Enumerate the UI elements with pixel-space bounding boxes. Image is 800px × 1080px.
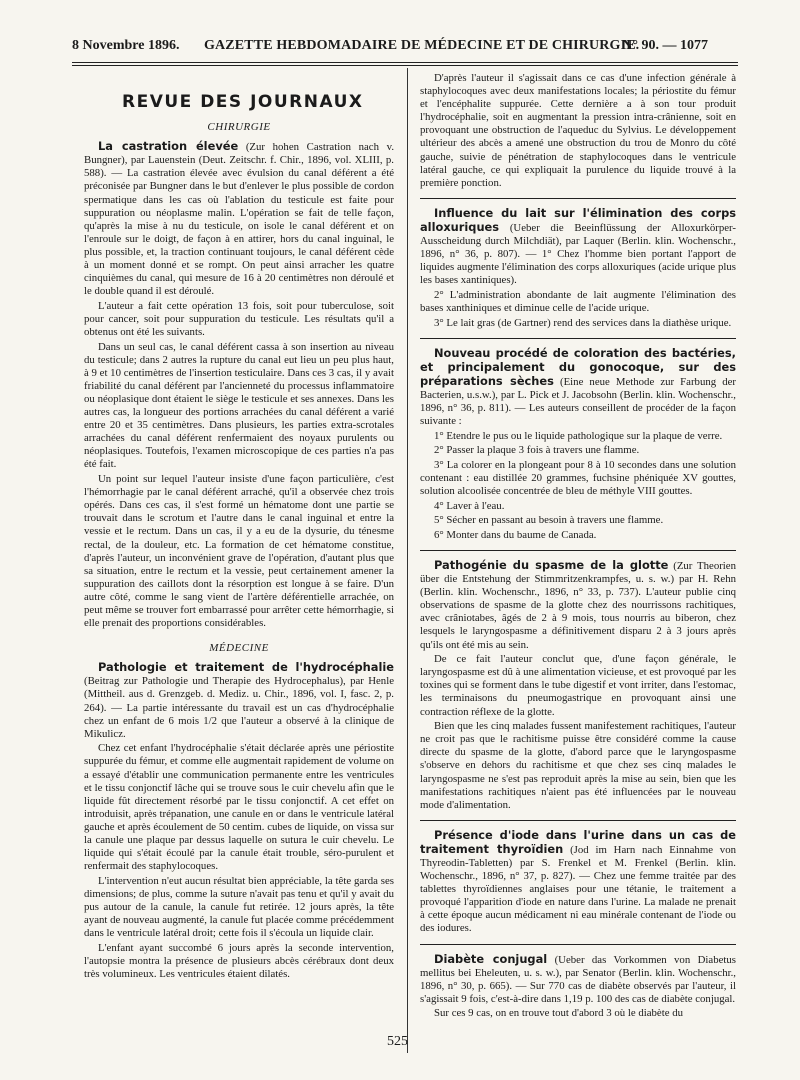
article-glotte — [420, 559, 736, 652]
paragraph: L'enfant ayant succombé 6 jours après la seconde intervention, l'autopsie montra la présence de plusieurs abcès cérébraux dont deux très volumineux. Les ventricules étaient dilatés. — [84, 941, 394, 980]
header-rule-bottom — [72, 65, 738, 66]
procedure-step: 2° Passer la plaque 3 fois à travers une flamme. — [434, 444, 640, 457]
paragraph: De ce fait l'auteur conclut que, d'une façon générale, le laryngospasme est dû à une alimentation vicieuse, et est provoqué par les toxines qui se forment dans le tube digestif et vont irriter, dans l'estomac, les terminaisons du pneumogastrique en provoquant ainsi une contraction réflexe de la glotte. — [420, 653, 737, 718]
article-castration — [84, 140, 394, 298]
article-title: Pathogénie du spasme de la glotte — [434, 558, 669, 572]
article-diabete — [420, 953, 736, 1006]
column-divider — [407, 68, 408, 1053]
article-title: Influence du lait sur l'élimination des corps alloxuriques — [420, 205, 736, 234]
article-text: (Zur hohen Castration nach v. Bungner), par Lauenstein (Deut. Zeitschr. f. Chir., 1896, vol. XLIII, p. 588). — La castration élevée avec évulsion du canal déférent a été préconisée par Bungner dans le but d'enlever le plus possible de cordon spermatique dans les cas où l'ablation du testicule est faite pour suppuration ou néoplasme malin. L'opération se fait de telle façon, qu'après la mise à nu du testicule, on isole le canal déférent et on l'enroule sur le doigt, de façon à en attirer, hors du canal inguinal, le plus possible, et, la traction continuant toujours, le canal déférent cède à un moment donné et se rompt. On peut ainsi arracher les quatre cinquièmes du canal, qui mesure de 16 à 20 centimètres non déroulé et le double quand il est déroulé. — [84, 141, 395, 298]
procedure-step: 1° Etendre le pus ou le liquide pathologique sur la plaque de verre. — [434, 429, 723, 442]
paragraph: 3° Le lait gras (de Gartner) rend des services dans la diathèse urique. — [434, 316, 732, 329]
article-text: (Eine neue Methode zur Farbung der Bacterien, u.s.w.), par L. Pick et J. Jacobsohn (Berlin. klin. Wochenschr., 1896, n° 36, p. 811). — Les auteurs conseillent de procéder de la façon suivante : — [420, 375, 736, 428]
paragraph: Bien que les cinq malades fussent manifestement rachitiques, l'auteur ne croit pas que le rachitisme puisse être considéré comme la cause directe du spasme de la glotte, d'abord parce que le laryngospasme s'observe en dehors du rachitisme et que chez ses cinq malades le laryngospasme ne s'est pas reproduit après la mise au sein, bien que les manifestations rachitiques n'aient pas été influencées par le nouveau mode d'alimentation. — [420, 720, 736, 811]
article-text: (Jod im Harn nach Einnahme von Thyreodin-Tabletten) par S. Frenkel et M. Frenkel (Berlin. klin. Wochenschr., 1896, n° 37, p. 827). — Chez une femme traitée par des tablettes thyroïdiennes anglaises pour une tétanie, le traitement a provoqué l'apparition d'iode en nature dans l'urine. La malade ne prenait à cette époque aucun médicament ni eau minérale contenant de l'iode ou des iodures. — [420, 843, 737, 935]
header-date: 8 Novembre 1896. — [72, 38, 180, 53]
paragraph: Sur ces 9 cas, on en trouve tout d'abord 3 où le diabète du — [434, 1007, 684, 1020]
article-text: (Ueber die Beeinflüssung der Alloxurkörper-Ausscheidung durch Milchdiät), par Laquer (Berlin. klin. Wochenschr., 1896, n° 36, p. 807). — 1° Chez l'homme bien portant l'apport de liquides augmente l'élimination des corps alloxuriques (acide urique plus les bases xantiniques). — [420, 221, 736, 287]
paragraph-continued: D'après l'auteur il s'agissait dans ce cas d'une infection générale à staphylocoques avec deux manifestations locales; la périostite du fémur et l'encéphalite suppurée. Cette dernière a à son tour produit l'hydrocéphalie, soit en augmentant la pression intra-crânienne, soit en provoquant une obstruction de l'aqueduc du Sylvius. Le développement ultérieur des abcès a amené une obstruction du trou de Monro du côté gauche, suivie de pénétration de staphylocoques dans le ventricule latéral gauche, ce qui expliquait la purulence du liquide trouvé à la première ponction. — [420, 72, 736, 189]
article-hydrocephalie — [84, 661, 394, 741]
paragraph: L'auteur a fait cette opération 13 fois, soit pour tuberculose, soit pour cancer, soit pour suppuration du testicule. Les résultats qu'il a obtenus ont été les suivants. — [84, 299, 394, 338]
section-title: REVUE DES JOURNAUX — [122, 92, 364, 112]
article-text: (Ueber das Vorkommen von Diabetus mellitus bei Eheleuten, u. s. w.), par Senator (Berlin. klin. Wochenschr., 1896, n° 30, p. 665). — Sur 770 cas de diabète observés par l'auteur, il s'agissait 9 fois, c'est-à-dire dans 1,19 p. 100 des cas de diabète conjugal. — [420, 953, 736, 1005]
article-separator — [420, 198, 736, 199]
article-iode — [420, 829, 736, 936]
right-column — [420, 72, 736, 1022]
paragraph: Un point sur lequel l'auteur insiste d'une façon particulière, c'est l'hémorrhagie par le canal déférent arraché, qu'il a observée chez trois opérés. Dans ces cas, il s'est formé un hématome dont une partie se trouvait dans le scrotum et l'autre dans le canal inguinal et entre la vessie et le rectum. Dans un cas, il y a eu de la dysurie, du ténesme rectal, de la douleur, etc. La formation de cet hématome constitue, d'après l'auteur, un inconvénient grave de l'opération, d'autant plus que sa situation, entre le rectum et la vessie, peut certainement amener la suppuration des caillots dont la résorption est longue à se faire. D'un autre côté, comme le sang vient de l'artère déférentielle arrachée, on peut même se trouver fort embarrassé pour arrêter cette hémorrhagie, si elle prenait des proportions considérables. — [84, 473, 394, 630]
procedure-step: 4° Laver à l'eau. — [434, 499, 505, 512]
paragraph: Chez cet enfant l'hydrocéphalie s'était déclarée après une périostite suppurée du fémur, et comme elle augmentait rapidement de volume on a essayé d'établir une communication permanente entre les ventricules et le tissu conjonctif lâche qui se trouve sous le cuir chevelu afin que le liquide fût directement résorbé par le tissu conjonctif. A cet effet on introduisit, après trépanation, une canule en or dans le ventricule latéral gauche et après écoulement de 50 centim. cubes de liquide, on vissa sur la canule une plaque par dessus laquelle on sutura le cuir chevelu. Le liquide qui s'était écoulé par la canule était trouble, séro-purulent et renfermait des staphylocoques. — [84, 742, 394, 873]
header-journal-title: GAZETTE HEBDOMADAIRE DE MÉDECINE ET DE CHIRURGIE. — [204, 38, 640, 53]
article-text: (Beitrag zur Pathologie und Therapie des Hydrocephalus), par Henle (Mittheil. aus d. Grenzgeb. d. Mediz. u. Chir., 1896, vol. I, fasc. 2, p. 264). — La partie intéressante du travail est un cas d'hydrocéphalie chez un enfant de 6 mois 1/2 que l'auteur a observé à la clinique de Mikulicz. — [84, 675, 394, 740]
article-title: Pathologie et traitement de l'hydrocéphalie — [98, 660, 394, 675]
header-issue-number: N° 90. — 1077 — [622, 38, 708, 53]
header-rule-top — [72, 62, 738, 63]
procedure-step: 5° Sécher en passant au besoin à travers une flamme. — [434, 514, 664, 527]
article-separator — [420, 944, 736, 945]
article-separator — [420, 338, 736, 339]
paragraph: L'intervention n'eut aucun résultat bien appréciable, la tête garda ses dimensions; de plus, comme la suture n'avait pas tenu et qu'il y avait du pus autour de la canule, la canule fut retirée. 12 jours après, la tête ayant de nouveau augmenté, la canule fut placée comme précédemment dans le ventricule latéral droit; cette fois il s'écoula un liquide clair. — [84, 874, 394, 940]
article-separator — [420, 820, 736, 821]
article-coloration — [420, 347, 736, 429]
article-text: (Zur Theorien über die Entstehung der Stimmritzenkrampfes, u. s. w.) par H. Rehn (Berlin. klin. Wochenschr., 1896, n° 33, p. 737). L'auteur publie cinq observations de spasme de la glotte chez des nourrissons rachitiques, avec crâniotabes, âgés de 2 à 9 mois, tous nourris au biberon, chez lesquels le laryngospasme a définitivement disparu 2 à 3 jours après qu'ils ont été mis au sein. — [420, 560, 736, 651]
article-title: Diabète conjugal — [434, 951, 548, 966]
left-column — [84, 72, 394, 983]
article-lait — [420, 207, 736, 288]
subsection-medecine: MÉDECINE — [209, 642, 269, 655]
article-title: Présence d'iode dans l'urine dans un cas de traitement thyroïdien — [420, 827, 736, 856]
procedure-step: 6° Monter dans du baume de Canada. — [434, 528, 597, 541]
article-title: La castration élevée — [98, 139, 239, 154]
subsection-chirurgie: CHIRURGIE — [207, 121, 271, 134]
page-number: 525 — [387, 1034, 408, 1049]
paragraph: 2° L'administration abondante de lait augmente l'élimination des bases xanthiniques et diminue celle de l'acide urique. — [420, 288, 736, 314]
paragraph: Dans un seul cas, le canal déférent cassa à son insertion au niveau du testicule; dans 2 autres la rupture du canal eut lieu un peu plus haut, à 9 et 10 centimètres de l'insertion testiculaire. Dans ces 3 cas, il y avait friabilité du canal déférent par l'ancienneté du processus inflammatoire ou néoplasique dont étaient le siège le testicule et ses annexes. Dans les autres cas, la longueur des portions arrachées du canal déférent a varié entre 20 et 35 centimètres. Dans plusieurs, les parties extra-scrotales arrachées du canal déférent renfermaient des noyaux purulents ou néoplasiques. Toutefois, l'examen microscopique de ces parties n'a pas été fait. — [84, 340, 394, 471]
running-header — [72, 38, 708, 58]
article-separator — [420, 550, 736, 551]
procedure-step: 3° La colorer en la plongeant pour 8 à 10 secondes dans une solution contenant : eau distillée 20 grammes, fuchsine phéniquée XV gouttes, solution alcoolisée concentrée de bleu de méthyle VIII gouttes. — [420, 458, 736, 498]
article-title: Nouveau procédé de coloration des bactéries, et principalement du gonocoque, sur des préparations sèches — [420, 345, 736, 388]
